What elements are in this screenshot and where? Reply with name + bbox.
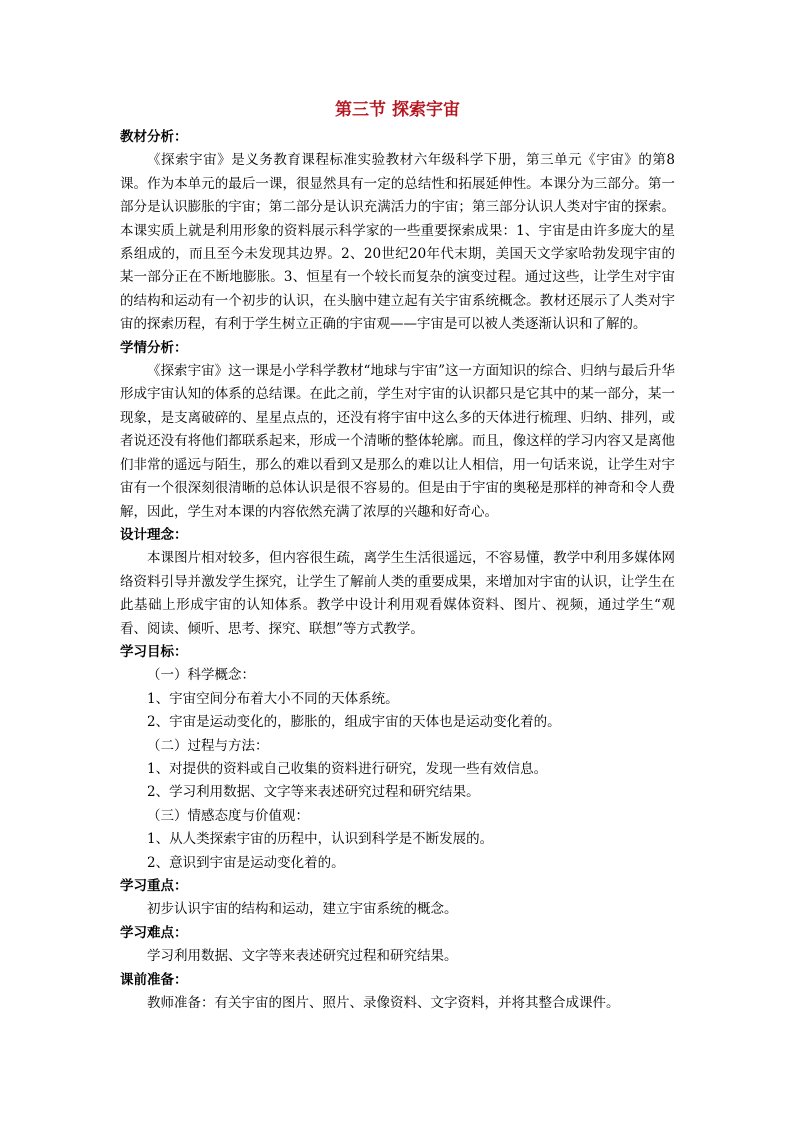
section-body-difficulty: 学习利用数据、文字等来表述研究过程和研究结果。	[147, 948, 458, 965]
goal-item: 1、对提供的资料或自己收集的资料进行研究，发现一些有效信息。	[147, 760, 548, 777]
section-heading-materials: 教材分析：	[120, 129, 188, 145]
goal-group-label: （三）情感态度与价值观：	[147, 807, 309, 824]
document-body	[120, 98, 675, 1015]
section-heading-prep: 课前准备：	[120, 971, 188, 988]
section-heading-key: 学习重点：	[120, 878, 188, 894]
section-heading-goals: 学习目标：	[120, 643, 188, 660]
section-body-key: 初步认识宇宙的结构和运动，建立宇宙系统的概念。	[147, 901, 458, 918]
section-body-materials: 《探索宇宙》是义务教育课程标准实验教材六年级科学下册，第三单元《宇宙》的第8课。作为本单元的最后一课，很显然具有一定的总结性和拓展延伸性。本课分为三部分。第一部分是认识膨胀的宇宙；第二部分是认识充满活力的宇宙；第三部分认识人类对宇宙的探索。本课实质上就是利用形象的资料展示科学家的一些重要探索成果：1、宇宙是由许多庞大的星系组成的，而且至今未发现其边界。2、20世纪20年代末期，美国天文学家哈勃发现宇宙的某一部分正在不断地膨胀。3、恒星有一个较长而复杂的演变过程。通过这些，让学生对宇宙的结构和运动有一个初步的认识，在头脑中建立起有关宇宙系统概念。教材还展示了人类对宇宙的探索历程，有利于学生树立正确的宇宙观——宇宙是可以被人类逐渐认识和了解的。	[120, 152, 675, 333]
section-heading-design: 设计理念：	[120, 526, 188, 543]
goal-item: 2、学习利用数据、文字等来表述研究过程和研究结果。	[147, 784, 480, 801]
goal-item: 2、宇宙是运动变化的，膨胀的，组成宇宙的天体也是运动变化着的。	[147, 714, 561, 731]
goal-item: 2、意识到宇宙是运动变化着的。	[147, 854, 345, 871]
goal-group-label: （二）过程与方法：	[147, 737, 269, 754]
goal-group-label: （一）科学概念：	[147, 667, 255, 684]
section-body-prep: 教师准备：有关宇宙的图片、照片、录像资料、文字资料，并将其整合成课件。	[147, 995, 620, 1012]
section-body-design: 本课图片相对较多，但内容很生疏，离学生生活很遥远，不容易懂，教学中利用多媒体网络资料引导并激发学生探究，让学生了解前人类的重要成果，来增加对宇宙的认识，让学生在此基础上形成宇宙的认知体系。教学中设计利用观看媒体资料、图片、视频，通过学生“观看、阅读、倾听、思考、探究、联想”等方式教学。	[120, 550, 675, 637]
section-heading-students: 学情分析：	[120, 339, 188, 356]
goal-item: 1、宇宙空间分布着大小不同的天体系统。	[147, 690, 399, 707]
section-heading-difficulty: 学习难点：	[120, 924, 188, 941]
page-title: 第三节 探索宇宙	[335, 100, 460, 120]
section-body-students: 《探索宇宙》这一课是小学科学教材“地球与宇宙”这一方面知识的综合、归纳与最后升华形成宇宙认知的体系的总结课。在此之前，学生对宇宙的认识都只是它其中的某一部分，某一现象，是支离破碎的、星星点点的，还没有将宇宙中这么多的天体进行梳理、归纳、排列，或者说还没有将他们都联系起来，形成一个清晰的整体轮廓。而且，像这样的学习内容又是离他们非常的遥远与陌生，那么的难以看到又是那么的难以让人相信，用一句话来说，让学生对宇宙有一个很深刻很清晰的总体认识是很不容易的。但是由于宇宙的奥秘是那样的神奇和令人费解，因此，学生对本课的内容依然充满了浓厚的兴趣和好奇心。	[120, 363, 675, 520]
goal-item: 1、从人类探索宇宙的历程中，认识到科学是不断发展的。	[147, 831, 494, 848]
